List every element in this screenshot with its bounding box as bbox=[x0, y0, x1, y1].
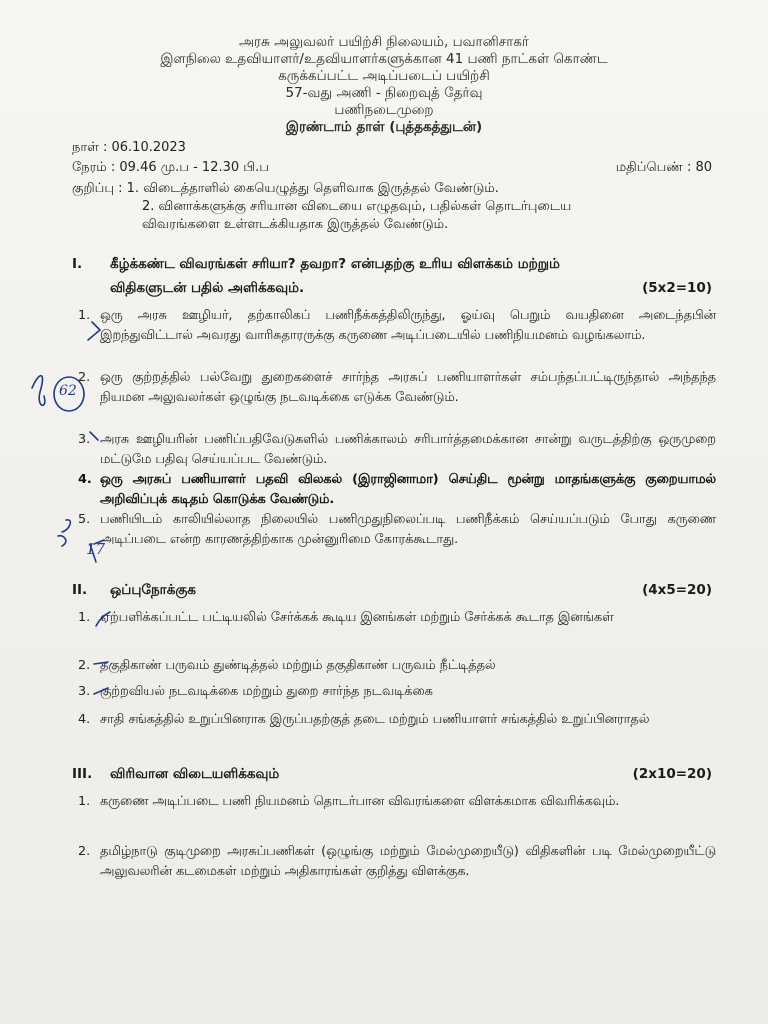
exam-time-row bbox=[72, 160, 712, 176]
section-marks: (4x5=20) bbox=[642, 582, 712, 598]
course-subtitle: கருக்கப்பட்ட அடிப்படைப் பயிற்சி bbox=[278, 68, 490, 84]
time-text: நேரம் : 09.46 மு.ப - 12.30 பி.ப bbox=[72, 160, 269, 175]
question-number: 1. bbox=[78, 794, 91, 809]
section-2-heading bbox=[72, 580, 712, 600]
question-item bbox=[78, 470, 716, 510]
section-marks: (5x2=10) bbox=[642, 280, 712, 296]
instruction-2-cont: விவரங்களை உள்ளடக்கியதாக இருத்தல் வேண்டும். bbox=[142, 217, 449, 232]
handwritten-mark: 17 bbox=[86, 540, 106, 558]
tick-mark bbox=[90, 432, 98, 440]
section-1-heading-cont bbox=[72, 278, 712, 298]
question-number: 2. bbox=[78, 370, 91, 385]
question-item bbox=[78, 682, 716, 702]
question-number: 3. bbox=[78, 684, 91, 699]
scribble-mark bbox=[58, 520, 70, 546]
question-number: 2. bbox=[78, 658, 91, 673]
section-marks: (2x10=20) bbox=[632, 766, 712, 782]
question-text: கருணை அடிப்படை பணி நியமனம் தொடர்பான விவரங்களை விளக்கமாக விவரிக்கவும். bbox=[100, 794, 620, 809]
question-number: 4. bbox=[78, 712, 91, 727]
question-text: ஏற்பளிக்கப்பட்ட பட்டியலில் சேர்க்கக் கூடிய இனங்கள் மற்றும் சேர்க்கக் கூடாத இனங்கள் bbox=[100, 610, 614, 625]
question-number: 5. bbox=[78, 512, 91, 527]
section-title: ஒப்புநோக்குக bbox=[110, 582, 196, 598]
instruction-2: 2. வினாக்களுக்கு சரியான விடையை எழுதவும், பதில்கள் தொடர்புடைய bbox=[142, 199, 572, 214]
question-item bbox=[78, 430, 716, 470]
section-1-heading bbox=[72, 254, 712, 274]
date-text: நாள் : 06.10.2023 bbox=[72, 140, 186, 155]
exam-date bbox=[72, 140, 712, 156]
question-text: அரசு ஊழியரின் பணிப்பதிவேடுகளில் பணிக்காலம் சரிபார்த்தமைக்கான சான்று வருடத்திற்கு ஒருமுறை மட்டுமே பதிவு செய்யப்பட வேண்டும். bbox=[100, 432, 716, 467]
question-item bbox=[78, 792, 716, 812]
paper-header bbox=[0, 34, 768, 136]
section-3-heading bbox=[72, 764, 712, 784]
course-title: இளநிலை உதவியாளர்/உதவியாளர்களுக்கான 41 பணி நாட்கள் கொண்ட bbox=[160, 51, 608, 67]
total-marks: மதிப்பெண் : 80 bbox=[615, 160, 712, 175]
question-number: 3. bbox=[78, 432, 91, 447]
question-number: 2. bbox=[78, 844, 91, 859]
question-item bbox=[78, 842, 716, 882]
question-item bbox=[78, 608, 716, 628]
section-number: II. bbox=[72, 582, 88, 598]
scribble-mark bbox=[32, 376, 45, 406]
section-number: III. bbox=[72, 766, 93, 782]
batch-exam: 57-வது அணி - நிறைவுத் தேர்வு bbox=[285, 85, 483, 101]
section-title-cont: விதிகளுடன் பதில் அளிக்கவும். bbox=[110, 280, 305, 296]
section-number: I. bbox=[72, 256, 83, 272]
question-item bbox=[78, 306, 716, 346]
question-text: தகுதிகாண் பருவம் துண்டித்தல் மற்றும் தகுதிகாண் பருவம் நீட்டித்தல் bbox=[100, 658, 496, 673]
question-number: 4. bbox=[78, 472, 92, 487]
question-text: தமிழ்நாடு குடிமுறை அரசுப்பணிகள் (ஒழுங்கு மற்றும் மேல்முறையீடு) விதிகளின் படி மேல்முறையீட்டு அலுவலரின் கடமைகள் மற்றும் அதிகாரங்கள் குறித்து விளக்குக. bbox=[100, 844, 716, 879]
question-text: ஒரு அரசு ஊழியர், தற்காலிகப் பணிநீக்கத்திலிருந்து, ஓய்வு பெறும் வயதினை அடைந்தபின் இறந்துவிட்டால் அவரது வாரிசுதாரருக்கு கருணை அடிப்படையில் பணிநியமனம் வழங்கலாம். bbox=[100, 308, 716, 343]
instruction-1: குறிப்பு : 1. விடைத்தாளில் கையெழுத்து தெளிவாக இருத்தல் வேண்டும். bbox=[72, 181, 499, 196]
paper-name: இரண்டாம் தாள் (புத்தகத்துடன்) bbox=[285, 119, 483, 135]
subject-name: பணிநடைமுறை bbox=[334, 102, 434, 118]
question-text: குற்றவியல் நடவடிக்கை மற்றும் துறை சார்ந்த நடவடிக்கை bbox=[100, 684, 433, 699]
section-title: கீழ்க்கண்ட விவரங்கள் சரியா? தவறா? என்பதற்கு உரிய விளக்கம் மற்றும் bbox=[110, 256, 560, 272]
institute-name: அரசு அலுவலர் பயிற்சி நிலையம், பவானிசாகர் bbox=[239, 34, 529, 50]
handwritten-mark: 62 bbox=[59, 383, 77, 399]
question-number: 1. bbox=[78, 610, 91, 625]
question-text: ஒரு அரசுப் பணியாளர் பதவி விலகல் (இராஜினாமா) செய்திட மூன்று மாதங்களுக்கு குறையாமல் அறிவிப்புக் கடிதம் கொடுக்க வேண்டும். bbox=[100, 472, 716, 507]
question-item bbox=[78, 656, 716, 676]
section-title: விரிவான விடையளிக்கவும் bbox=[110, 766, 280, 782]
question-text: பணியிடம் காலியில்லாத நிலையில் பணிமுதுநிலைப்படி பணிநீக்கம் செய்யப்படும் போது கருணை அடிப்படை என்ற காரணத்திற்காக முன்னுரிமை கோரக்கூடாது. bbox=[100, 512, 716, 547]
question-text: ஒரு குற்றத்தில் பல்வேறு துறைகளைச் சார்ந்த அரசுப் பணியாளர்கள் சம்பந்தப்பட்டிருந்தால் அந்தந்த நியமன அலுவலர்கள் ஒழுங்கு நடவடிக்கை எடுக்க வேண்டும். bbox=[100, 370, 716, 405]
question-item bbox=[78, 368, 716, 408]
question-text: சாதி சங்கத்தில் உறுப்பினராக இருப்பதற்குத் தடை மற்றும் பணியாளர் சங்கத்தில் உறுப்பினராதல் bbox=[100, 712, 650, 727]
question-item bbox=[78, 710, 716, 730]
question-number: 1. bbox=[78, 308, 91, 323]
instructions bbox=[72, 180, 712, 234]
